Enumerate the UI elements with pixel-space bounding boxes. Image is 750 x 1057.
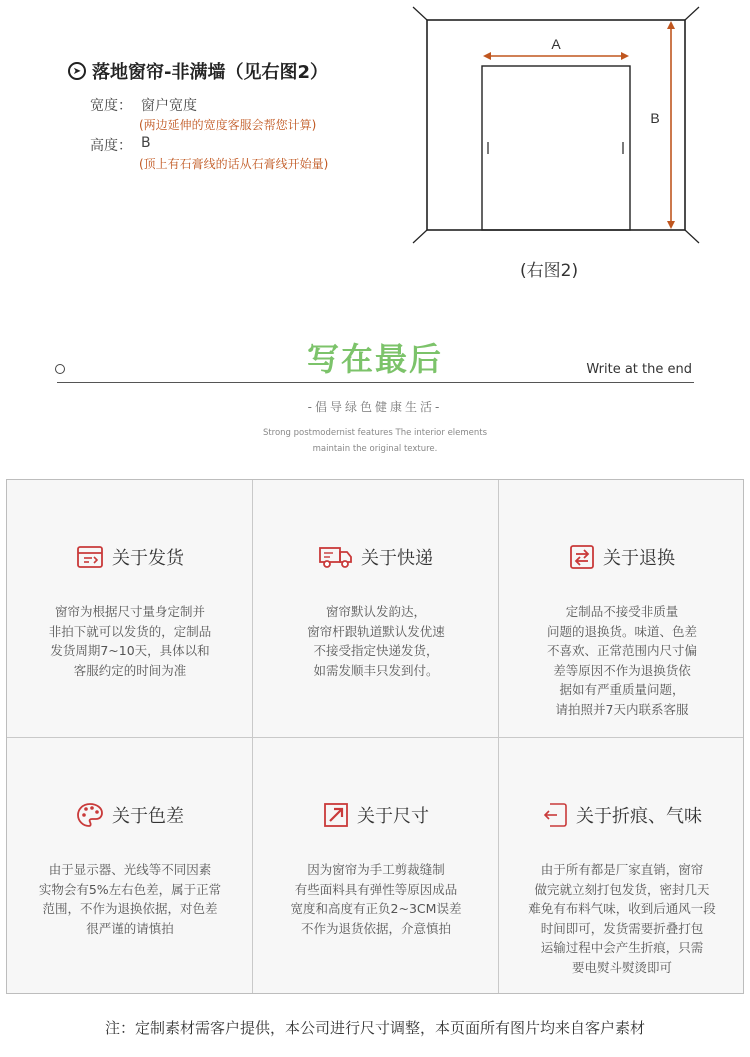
width-note: (两边延伸的宽度客服会帮您计算) <box>139 118 317 132</box>
cell-body <box>17 602 243 680</box>
cell-line: 如需发顺丰只发到付。 <box>313 662 439 678</box>
size-arrow-icon <box>323 802 349 828</box>
shipping-box-icon <box>76 544 104 570</box>
cell-line: 做完就立刻打包发货，密封几天 <box>534 881 710 897</box>
cell-title: 关于折痕、气味 <box>576 806 702 827</box>
delivery-truck-icon <box>319 545 353 569</box>
cell-body <box>509 860 735 977</box>
info-cell-fold <box>499 738 745 995</box>
label-b: B <box>650 110 660 126</box>
cell-line: 难免有布料气味，收到后通风一段 <box>528 901 716 916</box>
cell-line: 问题的退换货。味道、色差 <box>546 623 697 639</box>
info-cell-color <box>7 738 253 995</box>
slogan-title: 写在最后 <box>306 340 443 378</box>
cell-title: 关于色差 <box>112 806 184 827</box>
height-note: (顶上有石膏线的话从石膏线开始量) <box>139 157 329 171</box>
diagram-caption: (右图2) <box>520 261 579 281</box>
cell-line: 宽度和高度有正负2~3CM误差 <box>290 901 462 916</box>
cell-line: 窗帘为根据尺寸量身定制并 <box>54 604 205 619</box>
palette-icon <box>76 802 104 828</box>
english-line-1: Strong postmodernist features The interior elements <box>262 428 488 438</box>
cell-line: 不接受指定快递发货， <box>313 643 439 658</box>
cell-body <box>263 860 489 938</box>
cell-line: 差等原因不作为退换货依 <box>553 662 691 678</box>
cell-line: 客服约定的时间为准 <box>73 662 187 678</box>
circle-marker-icon <box>55 364 65 374</box>
cell-line: 不作为退货依据，介意慎拍 <box>300 920 451 936</box>
cell-line: 因为窗帘为手工剪裁缝制 <box>307 862 445 877</box>
cell-line: 范围，不作为退换依据，对色差 <box>42 901 218 916</box>
height-value: B <box>141 135 151 151</box>
cell-body <box>17 860 243 938</box>
height-label: 高度： <box>90 138 132 154</box>
cell-line: 窗帘杆跟轨道默认发优速 <box>307 623 445 639</box>
width-label: 宽度： <box>90 98 132 114</box>
cell-body <box>263 602 489 680</box>
info-cell-express <box>253 480 499 737</box>
english-line-2: maintain the original texture. <box>312 444 438 454</box>
info-cell-size <box>253 738 499 995</box>
write-at-end-label: Write at the end <box>586 362 692 377</box>
cell-title: 关于发货 <box>112 548 184 569</box>
cell-line: 发货周期7~10天，具体以和 <box>50 643 210 658</box>
english-description <box>0 425 750 457</box>
window-outline <box>482 66 630 230</box>
cell-line: 运输过程中会产生折痕，只需 <box>540 940 704 955</box>
cell-line: 不喜欢、正常范围内尺寸偏 <box>546 643 697 658</box>
fold-icon <box>542 802 568 828</box>
cell-line: 有些面料具有弹性等原因成品 <box>294 881 458 897</box>
cell-line: 实物会有5%左右色差，属于正常 <box>38 881 222 897</box>
cell-line: 定制品不接受非质量 <box>565 604 679 619</box>
cell-title: 关于快递 <box>361 548 433 569</box>
label-a: A <box>551 36 561 52</box>
info-cell-shipping <box>7 480 253 737</box>
info-cell-exchange <box>499 480 745 737</box>
cell-line: 据如有严重质量问题， <box>559 682 685 697</box>
measure-title <box>68 58 328 84</box>
cell-body <box>509 602 735 719</box>
info-grid <box>6 479 744 994</box>
arrow-circle-icon: ➤ <box>68 62 86 80</box>
cell-line: 由于所有都是厂家直销，窗帘 <box>540 862 704 877</box>
cell-line: 非拍下就可以发货的，定制品 <box>48 623 212 639</box>
header-divider <box>57 382 694 383</box>
cell-line: 要电熨斗熨烫即可 <box>571 959 672 975</box>
cell-line: 由于显示器、光线等不同因素 <box>48 862 212 877</box>
cell-line: 时间即可，发货需要折叠打包 <box>540 920 704 936</box>
cell-line: 窗帘默认发韵达， <box>325 604 426 619</box>
cell-line: 请拍照并7天内联系客服 <box>555 701 689 717</box>
cell-title: 关于尺寸 <box>357 806 429 827</box>
window-diagram <box>405 5 705 250</box>
sub-slogan: -倡导绿色健康生活- <box>307 400 443 414</box>
exchange-icon <box>569 544 595 570</box>
footer-note: 注：定制素材需客户提供，本公司进行尺寸调整，本页面所有图片均来自客户素材 <box>104 1019 645 1037</box>
measure-title-text: 落地窗帘-非满墙（见右图2） <box>92 62 328 83</box>
cell-title: 关于退换 <box>603 548 675 569</box>
cell-line: 很严谨的请慎拍 <box>86 920 174 936</box>
width-value: 窗户宽度 <box>141 98 197 114</box>
